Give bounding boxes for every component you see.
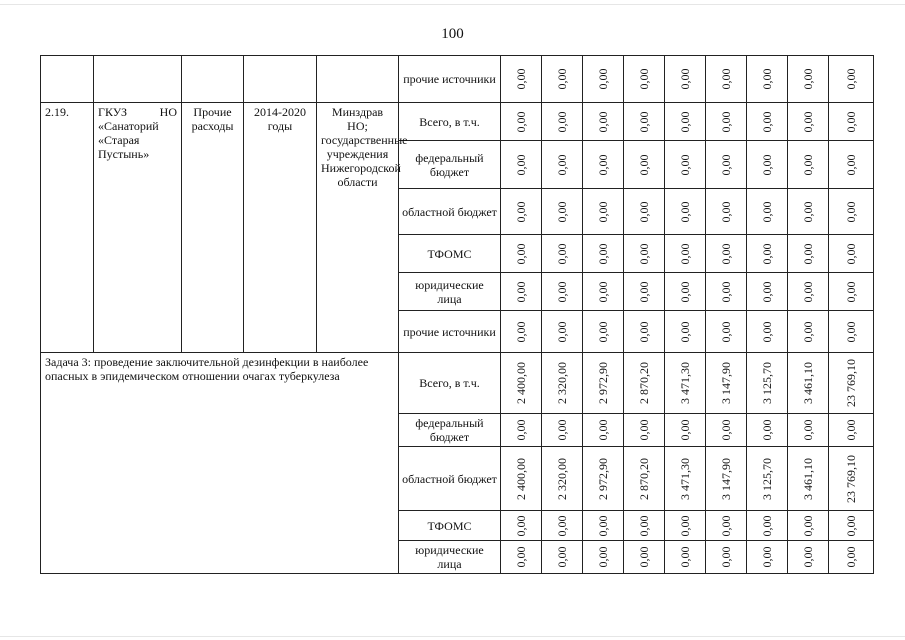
value-text: 3 125,70 (760, 457, 774, 500)
value-cell (747, 311, 788, 353)
value-text: 0,00 (596, 68, 610, 90)
value-text: 0,00 (801, 154, 815, 175)
value-text: 0,00 (596, 201, 610, 222)
value-cell (542, 189, 583, 235)
value-text: 3 125,70 (760, 362, 774, 404)
value-cell (788, 511, 829, 541)
source-cell: Всего, в т.ч. (399, 353, 501, 414)
value-cell (788, 103, 829, 141)
value-cell (665, 273, 706, 311)
value-cell (542, 103, 583, 141)
value-text: 0,00 (719, 154, 733, 175)
value-text: 3 471,30 (678, 362, 692, 404)
value-cell (788, 273, 829, 311)
value-cell (665, 235, 706, 273)
value-cell (706, 511, 747, 541)
value-cell (747, 235, 788, 273)
value-cell (624, 56, 665, 103)
value-text: 0,00 (555, 243, 569, 264)
value-cell (583, 189, 624, 235)
value-cell (542, 541, 583, 574)
value-text: 0,00 (801, 243, 815, 264)
value-text: 0,00 (678, 515, 692, 536)
value-text: 0,00 (844, 201, 858, 222)
value-cell (829, 511, 874, 541)
value-text: 0,00 (555, 111, 569, 132)
value-text: 0,00 (637, 154, 651, 175)
value-text: 0,00 (844, 321, 858, 342)
value-text: 0,00 (719, 515, 733, 536)
value-text: 0,00 (760, 68, 774, 90)
value-cell (501, 273, 542, 311)
value-text: 0,00 (801, 281, 815, 302)
empty-cell (41, 56, 94, 103)
value-text: 0,00 (678, 68, 692, 90)
value-cell (501, 414, 542, 447)
value-text: 0,00 (844, 154, 858, 175)
value-text: 2 972,90 (596, 362, 610, 404)
value-cell (583, 103, 624, 141)
value-cell (501, 447, 542, 511)
value-cell (583, 235, 624, 273)
value-cell (501, 141, 542, 189)
page-number: 100 (441, 26, 464, 42)
value-text: 3 147,90 (719, 457, 733, 500)
value-text: 0,00 (760, 201, 774, 222)
value-text: 0,00 (678, 419, 692, 441)
scan-artifact (0, 4, 905, 5)
value-cell (501, 511, 542, 541)
value-cell (665, 511, 706, 541)
value-cell (706, 235, 747, 273)
value-text: 0,00 (596, 515, 610, 536)
organization-cell: ГКУЗ НО «Санаторий «Старая Пустынь» (94, 103, 182, 353)
value-text: 0,00 (801, 111, 815, 132)
value-text: 0,00 (596, 419, 610, 441)
value-text: 0,00 (637, 281, 651, 302)
value-cell (542, 414, 583, 447)
value-text: 0,00 (514, 419, 528, 441)
value-cell (747, 447, 788, 511)
scan-artifact (0, 636, 905, 637)
value-text: 0,00 (719, 546, 733, 568)
value-text: 0,00 (844, 281, 858, 302)
value-cell (788, 56, 829, 103)
value-text: 0,00 (678, 281, 692, 302)
value-cell (665, 189, 706, 235)
source-cell: юридические лица (399, 273, 501, 311)
table-row (41, 103, 874, 141)
value-cell (583, 541, 624, 574)
empty-cell (94, 56, 182, 103)
value-cell (788, 353, 829, 414)
value-text: 0,00 (514, 546, 528, 568)
value-cell (665, 353, 706, 414)
value-text: 0,00 (760, 281, 774, 302)
value-cell (624, 447, 665, 511)
value-cell (706, 56, 747, 103)
value-cell (583, 447, 624, 511)
value-text: 0,00 (760, 154, 774, 175)
value-text: 0,00 (596, 111, 610, 132)
empty-cell (182, 56, 244, 103)
budget-table (40, 55, 874, 574)
task-3-description: Задача 3: проведение заключительной дезинфекции в наиболее опасных в эпидемическом отношении очагах туберкулеза (41, 353, 399, 574)
value-cell (665, 541, 706, 574)
value-cell (501, 189, 542, 235)
value-text: 0,00 (801, 419, 815, 441)
value-cell (542, 56, 583, 103)
value-text: 0,00 (555, 546, 569, 568)
value-cell (542, 353, 583, 414)
value-text: 0,00 (719, 111, 733, 132)
value-text: 0,00 (801, 515, 815, 536)
value-text: 0,00 (844, 243, 858, 264)
value-text: 0,00 (596, 243, 610, 264)
value-text: 0,00 (801, 321, 815, 342)
value-cell (665, 103, 706, 141)
value-cell (583, 56, 624, 103)
source-cell: федеральный бюджет (399, 141, 501, 189)
source-cell: прочие источники (399, 311, 501, 353)
value-text: 2 400,00 (514, 362, 528, 404)
value-cell (706, 273, 747, 311)
value-text: 3 461,10 (801, 362, 815, 404)
value-text: 0,00 (678, 243, 692, 264)
value-cell (583, 273, 624, 311)
value-text: 23 769,10 (844, 359, 858, 407)
value-text: 0,00 (719, 281, 733, 302)
value-cell (542, 273, 583, 311)
value-cell (706, 353, 747, 414)
value-text: 0,00 (637, 515, 651, 536)
value-cell (501, 353, 542, 414)
value-cell (542, 141, 583, 189)
value-cell (706, 311, 747, 353)
value-text: 0,00 (760, 546, 774, 568)
value-cell (747, 273, 788, 311)
value-cell (747, 353, 788, 414)
value-cell (624, 541, 665, 574)
value-cell (665, 141, 706, 189)
value-cell (747, 189, 788, 235)
value-cell (501, 541, 542, 574)
value-text: 0,00 (719, 243, 733, 264)
value-cell (665, 56, 706, 103)
value-cell (829, 189, 874, 235)
value-cell (665, 414, 706, 447)
value-cell (583, 353, 624, 414)
value-cell (624, 511, 665, 541)
value-cell (706, 414, 747, 447)
expense-type-cell: Прочие расходы (182, 103, 244, 353)
source-cell: ТФОМС (399, 511, 501, 541)
value-text: 0,00 (596, 546, 610, 568)
value-text: 0,00 (555, 281, 569, 302)
executor-cell: Минздрав НО; государственные учреждения Нижегородской области (317, 103, 399, 353)
value-text: 0,00 (637, 243, 651, 264)
table-row (41, 56, 874, 103)
value-cell (788, 235, 829, 273)
value-text: 0,00 (844, 419, 858, 441)
table-body (41, 56, 874, 574)
source-cell: юридические лица (399, 541, 501, 574)
value-text: 0,00 (637, 321, 651, 342)
value-text: 0,00 (844, 111, 858, 132)
value-cell (542, 235, 583, 273)
value-cell (583, 141, 624, 189)
value-cell (542, 511, 583, 541)
value-cell (624, 414, 665, 447)
value-text: 0,00 (596, 154, 610, 175)
source-cell: прочие источники (399, 56, 501, 103)
value-text: 0,00 (801, 546, 815, 568)
value-cell (624, 273, 665, 311)
value-cell (706, 189, 747, 235)
row-number: 2.19. (41, 103, 94, 353)
empty-cell (244, 56, 317, 103)
value-text: 0,00 (555, 419, 569, 441)
value-text: 3 471,30 (678, 457, 692, 500)
value-text: 0,00 (678, 546, 692, 568)
value-cell (829, 447, 874, 511)
value-text: 0,00 (514, 515, 528, 536)
value-cell (829, 273, 874, 311)
value-cell (747, 414, 788, 447)
value-text: 2 870,20 (637, 362, 651, 404)
source-cell: федеральный бюджет (399, 414, 501, 447)
value-text: 0,00 (760, 243, 774, 264)
source-cell: областной бюджет (399, 189, 501, 235)
value-cell (747, 141, 788, 189)
value-text: 2 870,20 (637, 457, 651, 500)
value-text: 0,00 (514, 201, 528, 222)
value-cell (624, 353, 665, 414)
source-cell: областной бюджет (399, 447, 501, 511)
value-text: 0,00 (596, 321, 610, 342)
value-text: 0,00 (719, 201, 733, 222)
value-text: 0,00 (514, 321, 528, 342)
value-cell (829, 56, 874, 103)
value-cell (706, 541, 747, 574)
value-cell (501, 103, 542, 141)
value-cell (624, 189, 665, 235)
value-text: 0,00 (760, 111, 774, 132)
value-cell (788, 414, 829, 447)
value-text: 0,00 (555, 321, 569, 342)
value-text: 0,00 (719, 321, 733, 342)
value-text: 0,00 (760, 321, 774, 342)
value-cell (788, 541, 829, 574)
value-cell (665, 447, 706, 511)
value-text: 0,00 (637, 201, 651, 222)
value-text: 0,00 (514, 154, 528, 175)
value-text: 2 400,00 (514, 457, 528, 500)
value-text: 0,00 (637, 546, 651, 568)
value-cell (829, 235, 874, 273)
source-cell: Всего, в т.ч. (399, 103, 501, 141)
value-text: 3 461,10 (801, 457, 815, 500)
value-cell (829, 141, 874, 189)
value-cell (706, 141, 747, 189)
value-cell (542, 447, 583, 511)
value-text: 0,00 (844, 546, 858, 568)
value-cell (624, 103, 665, 141)
value-cell (624, 311, 665, 353)
source-cell: ТФОМС (399, 235, 501, 273)
value-text: 2 320,00 (555, 362, 569, 404)
value-cell (829, 311, 874, 353)
value-text: 0,00 (637, 419, 651, 441)
value-cell (829, 353, 874, 414)
value-cell (624, 141, 665, 189)
value-text: 0,00 (678, 154, 692, 175)
value-text: 0,00 (555, 68, 569, 90)
value-text: 0,00 (514, 243, 528, 264)
value-cell (706, 103, 747, 141)
value-cell (788, 189, 829, 235)
value-text: 0,00 (637, 111, 651, 132)
value-text: 0,00 (678, 321, 692, 342)
value-text: 0,00 (514, 111, 528, 132)
value-cell (706, 447, 747, 511)
period-cell: 2014-2020 годы (244, 103, 317, 353)
value-text: 0,00 (678, 201, 692, 222)
value-cell (747, 511, 788, 541)
value-text: 0,00 (555, 201, 569, 222)
value-cell (542, 311, 583, 353)
value-cell (747, 56, 788, 103)
value-cell (788, 447, 829, 511)
value-text: 3 147,90 (719, 362, 733, 404)
value-cell (583, 311, 624, 353)
value-cell (501, 235, 542, 273)
value-text: 0,00 (678, 111, 692, 132)
value-text: 0,00 (719, 68, 733, 90)
value-text: 0,00 (596, 281, 610, 302)
value-cell (501, 311, 542, 353)
value-text: 0,00 (719, 419, 733, 441)
value-text: 23 769,10 (844, 454, 858, 503)
value-cell (583, 414, 624, 447)
value-cell (624, 235, 665, 273)
value-text: 0,00 (555, 515, 569, 536)
value-cell (829, 103, 874, 141)
table-row (41, 353, 874, 414)
value-text: 0,00 (760, 419, 774, 441)
value-text: 2 972,90 (596, 457, 610, 500)
value-text: 0,00 (514, 281, 528, 302)
empty-cell (317, 56, 399, 103)
value-text: 0,00 (637, 68, 651, 90)
value-cell (501, 56, 542, 103)
value-text: 0,00 (801, 68, 815, 90)
value-cell (788, 311, 829, 353)
value-text: 0,00 (844, 68, 858, 90)
value-text: 0,00 (760, 515, 774, 536)
value-text: 2 320,00 (555, 457, 569, 500)
value-cell (747, 541, 788, 574)
value-cell (829, 414, 874, 447)
value-text: 0,00 (555, 154, 569, 175)
value-text: 0,00 (514, 68, 528, 90)
value-text: 0,00 (801, 201, 815, 222)
value-text: 0,00 (844, 515, 858, 536)
value-cell (665, 311, 706, 353)
value-cell (747, 103, 788, 141)
value-cell (829, 541, 874, 574)
value-cell (583, 511, 624, 541)
value-cell (788, 141, 829, 189)
